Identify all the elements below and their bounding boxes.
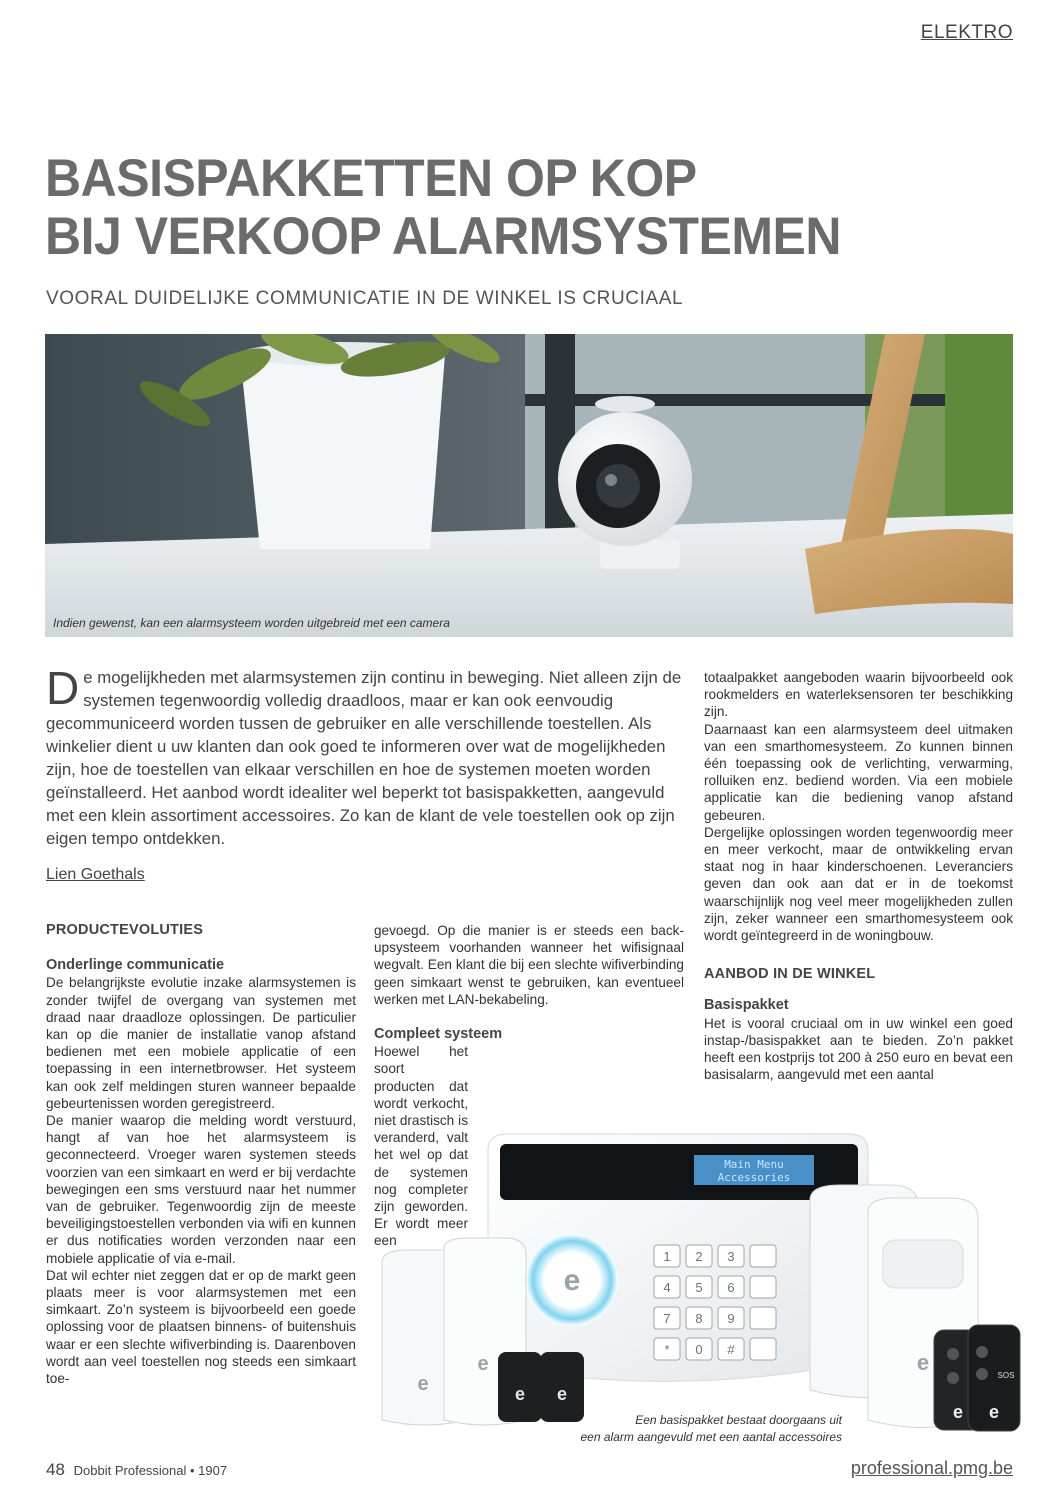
dropcap: D — [46, 662, 80, 714]
keypad-key-label: 0 — [695, 1342, 703, 1357]
hero-image — [45, 334, 1013, 637]
author-link[interactable]: Lien Goethals — [46, 866, 145, 883]
paragraph: gevoegd. Op die manier is er steeds een back-upsysteem voorhanden wanneer het wifisignaal wegvalt. Een klant die bij een slechte wifiverbinding geen simkaart wenst te gebruiken, kan eventueel werken met LAN-bekabeling. — [374, 923, 684, 1007]
column-3 — [704, 669, 1013, 1083]
lcd-line-1: Main Menu — [724, 1158, 784, 1171]
keypad-key-label: 5 — [695, 1280, 703, 1295]
svg-text:e: e — [988, 1402, 1000, 1422]
paragraph: Het is vooral cruciaal om in uw winkel een goed instap-/basispakket aan te bieden. Zo’n pakket heeft een kostprijs tot 200 à 250 euro en bevat een basisalarm, aangevuld met een aantal — [704, 1015, 1013, 1083]
keypad-key-label: # — [727, 1342, 735, 1357]
keypad-key-label: 2 — [695, 1249, 703, 1264]
article-subtitle: VOORAL DUIDELIJKE COMMUNICATIE IN DE WINKEL IS CRUCIAAL — [46, 288, 684, 309]
svg-text:e: e — [556, 1384, 568, 1404]
keypad-key-label: 8 — [695, 1311, 703, 1326]
publication-name: Dobbit Professional • 1907 — [73, 1463, 228, 1478]
paragraph: Daarnaast kan een alarmsysteem deel uitmaken van een smarthomesysteem. Zo kunnen binnen één toepassing ook de verlichting, verwarming, rolluiken enz. bediend worden. Via een mobiele applicatie kan die bediening vanop afstand gebeuren. — [704, 721, 1013, 823]
keypad-key-label: 6 — [727, 1280, 735, 1295]
keypad-key-label: 1 — [663, 1249, 671, 1264]
paragraph: De belangrijkste evolutie inzake alarmsystemen is zonder twijfel de overgang van systemen met draad naar draadloze oplossingen. De particulier kan op die manier de installatie vanop afstand bedienen met een mobiele applicatie of een toepassing in een internetbrowser. Het systeem kan ook zelf meldingen sturen wanneer bepaalde gebeurtenissen worden geregistreerd. — [46, 975, 356, 1111]
intro-text: e mogelijkheden met alarmsystemen zijn continu in beweging. Niet alleen zijn de systemen tegenwoordig volledig draadloos, maar er kan ook eenvoudig gecommuniceerd worden tussen de gebruiker en alle verschillende toestellen. Als winkelier dient u uw klanten dan ook goed te informeren over wat de mogelijkheden zijn, hoe de toestellen van elkaar verschillen en hoe de systemen moeten worden geïnstalleerd. Het aanbod wordt idealiter wel beperkt tot basispakketten, aangevuld met een klein assortiment accessoires. Zo kan de klant de vele toestellen ook op zijn eigen tempo ontdekken. — [46, 668, 682, 848]
svg-text:e: e — [477, 1353, 489, 1375]
keypad-key-label: 3 — [727, 1249, 735, 1264]
paragraph: Dat wil echter niet zeggen dat er op de markt geen plaats meer is voor alarmsystemen met een simkaart. Zo’n systeem is bijvoorbeeld een goede oplossing voor de plaatsen binnens- of buitenshuis waar er een slechte wifiverbinding is. Daarenboven wordt aan veel toestellen nog steeds een simkaart toe- — [46, 1267, 356, 1387]
svg-text:e: e — [514, 1384, 526, 1404]
lcd-line-2: Accessories — [717, 1171, 791, 1184]
keypad-key — [750, 1245, 776, 1267]
section-heading: PRODUCTEVOLUTIES — [46, 922, 204, 938]
page-number: 48 — [46, 1460, 65, 1479]
paragraph: Dergelijke oplossingen worden tegenwoordig meer en meer verkocht, maar de ontwikkeling ervan staat nog in haar kinderschoenen. Leveranciers geven dan ook aan dat er in de toekomst waarschijnlijk nog veel meer mogelijkheden zullen zijn, zeker wanneer een smarthomesysteem ook wordt geïntegreerd in de woningbouw. — [704, 824, 1013, 944]
title-line-1: BASISPAKKETTEN OP KOP — [45, 148, 697, 208]
product-caption-line-2: een alarm aangevuld met een aantal accessoires — [580, 1430, 842, 1444]
keypad-key — [750, 1307, 776, 1329]
keypad-key — [750, 1338, 776, 1360]
product-caption-line-1: Een basispakket bestaat doorgaans uit — [635, 1413, 842, 1427]
section-heading: AANBOD IN DE WINKEL — [704, 966, 876, 983]
svg-text:e: e — [916, 1350, 930, 1375]
product-caption — [560, 1412, 842, 1446]
product-image — [378, 1130, 1023, 1450]
website-link[interactable]: professional.pmg.be — [850, 1458, 1013, 1478]
keypad-key-label: 4 — [663, 1280, 671, 1295]
camera-scene-illustration — [45, 334, 1013, 637]
subheading: Basispakket — [704, 997, 789, 1014]
paragraph: Hoewel het soort producten dat wordt verkocht, niet drastisch is veranderd, valt het wel op dat de systemen nog completer zijn geworden. Er wordt meer een — [374, 1044, 468, 1249]
paragraph: totaalpakket aangeboden waarin bijvoorbeeld ook rookmelders en waterleksensoren ter beschikking zijn. — [704, 670, 1013, 720]
remote-sos-label: SOS — [997, 1371, 1015, 1380]
intro-paragraph — [46, 662, 686, 850]
paragraph: De manier waarop die melding wordt verstuurd, hangt af van hoe het alarmsysteem is geconnecteerd. Vroeger waren systemen steeds voorzien van een simkaart en werd er bij verdachte bewegingen een sms verstuurd naar het nummer van de gebruiker. Tegenwoordig zijn de meeste beveiligingstoestellen verbonden via wifi en kunnen er dus notificaties worden verzonden naar een mobiele applicatie of via e-mail. — [46, 1113, 356, 1266]
alarm-kit-illustration — [378, 1130, 1023, 1450]
subheading: Compleet systeem — [374, 1026, 503, 1043]
title-line-2: BIJ VERKOOP ALARMSYSTEMEN — [45, 206, 841, 266]
column-1 — [46, 922, 356, 1387]
keypad-key — [750, 1276, 776, 1298]
article-title — [45, 150, 945, 266]
hero-caption: Indien gewenst, kan een alarmsysteem worden uitgebreid met een camera — [53, 616, 450, 630]
keypad-key-label: 9 — [727, 1311, 735, 1326]
footer-left — [46, 1460, 227, 1480]
svg-text:e: e — [952, 1402, 964, 1422]
svg-text:e: e — [563, 1264, 581, 1297]
keypad-key-label: * — [664, 1342, 670, 1357]
subheading: Onderlinge communicatie — [46, 957, 225, 974]
keypad-key-label: 7 — [663, 1311, 671, 1326]
svg-text:e: e — [417, 1373, 429, 1395]
section-label: ELEKTRO — [920, 22, 1013, 43]
